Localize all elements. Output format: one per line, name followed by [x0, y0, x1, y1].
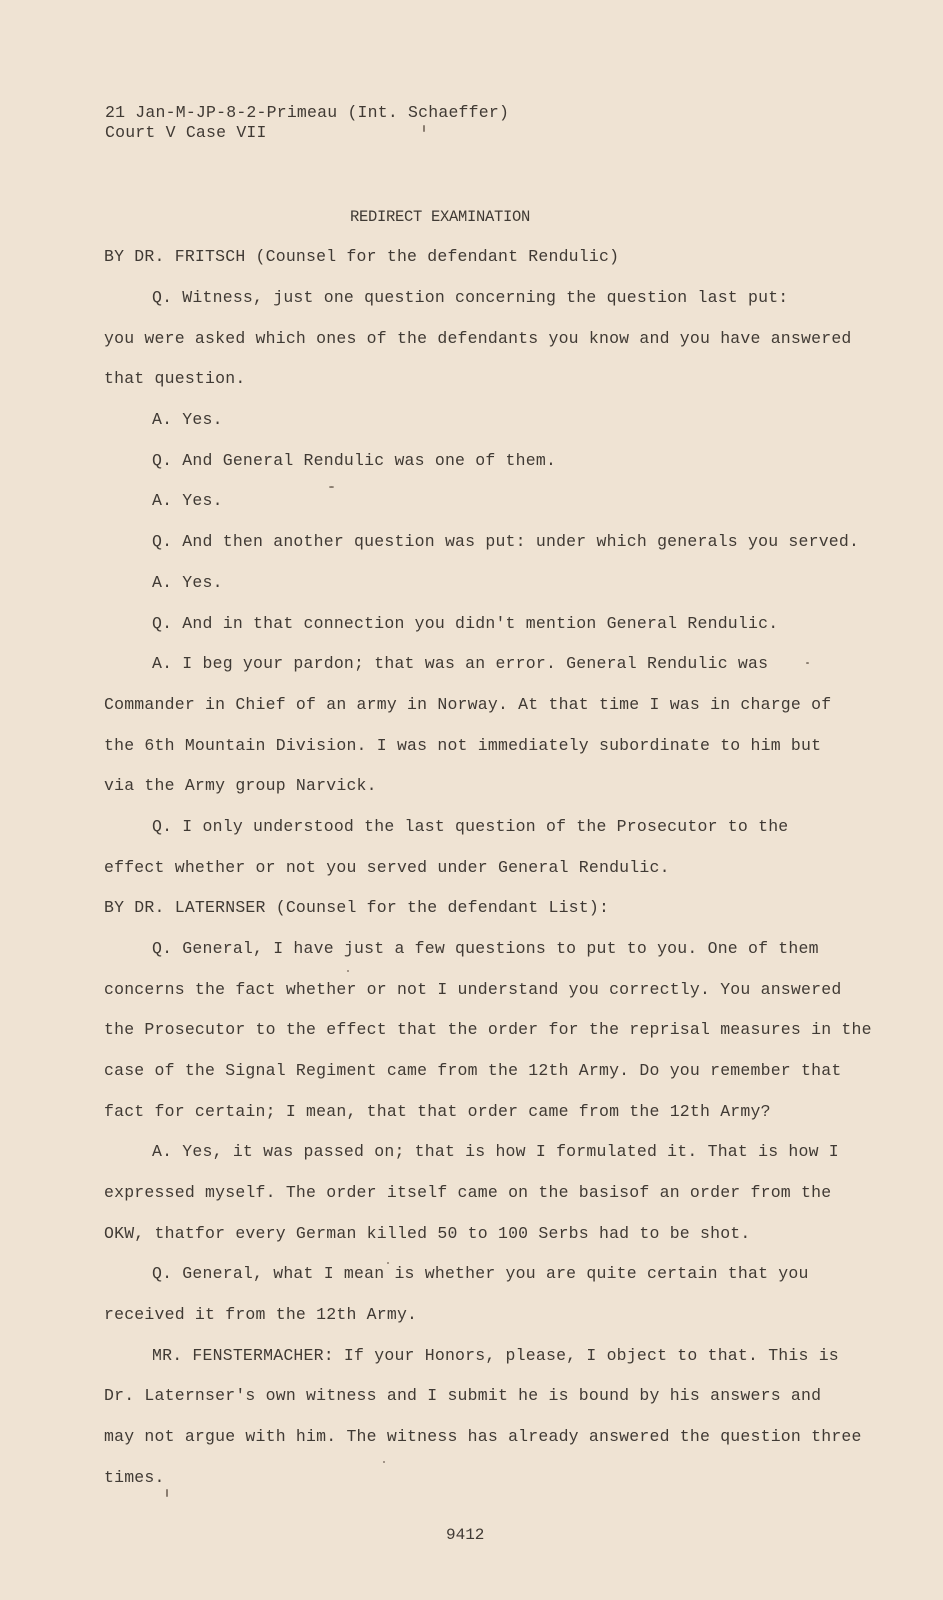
- transcript-line: Q. I only understood the last question of the Prosecutor to the: [152, 817, 789, 836]
- header-line-2: Court V Case VII: [105, 123, 267, 142]
- section-title: REDIRECT EXAMINATION: [350, 208, 531, 226]
- transcript-line: Q. And then another question was put: under which generals you served.: [152, 532, 860, 551]
- paper-speck: [347, 970, 349, 972]
- page-number: 9412: [446, 1526, 485, 1544]
- transcript-line: Q. Witness, just one question concerning the question last put:: [152, 288, 789, 307]
- paper-speck: [383, 1461, 385, 1463]
- paper-speck: [329, 486, 334, 488]
- speaker-line: BY DR. LATERNSER (Counsel for the defendant List):: [104, 898, 610, 917]
- transcript-line: received it from the 12th Army.: [104, 1305, 418, 1324]
- transcript-line: concerns the fact whether or not I understand you correctly. You answered: [104, 980, 842, 999]
- paper-speck: [387, 1262, 389, 1264]
- speaker-line: BY DR. FRITSCH (Counsel for the defendant Rendulic): [104, 247, 620, 266]
- header-line-1: 21 Jan-M-JP-8-2-Primeau (Int. Schaeffer): [105, 103, 510, 122]
- paper-speck: [806, 662, 809, 664]
- transcript-line: Q. And General Rendulic was one of them.: [152, 451, 557, 470]
- transcript-line: you were asked which ones of the defendants you know and you have answered: [104, 329, 852, 348]
- transcript-line: Dr. Laternser's own witness and I submit he is bound by his answers and: [104, 1386, 822, 1405]
- transcript-line: MR. FENSTERMACHER: If your Honors, please, I object to that. This is: [152, 1346, 839, 1365]
- transcript-line: expressed myself. The order itself came on the basisof an order from the: [104, 1183, 832, 1202]
- transcript-line: A. Yes.: [152, 410, 223, 429]
- paper-speck: [423, 125, 425, 132]
- transcript-line: A. I beg your pardon; that was an error. General Rendulic was: [152, 654, 769, 673]
- transcript-line: Q. General, what I mean is whether you are quite certain that you: [152, 1264, 809, 1283]
- transcript-line: case of the Signal Regiment came from the 12th Army. Do you remember that: [104, 1061, 842, 1080]
- transcript-line: may not argue with him. The witness has already answered the question three: [104, 1427, 862, 1446]
- transcript-line: A. Yes.: [152, 573, 223, 592]
- transcript-line: fact for certain; I mean, that that order came from the 12th Army?: [104, 1102, 771, 1121]
- transcript-line: Commander in Chief of an army in Norway. At that time I was in charge of: [104, 695, 832, 714]
- transcript-line: that question.: [104, 369, 246, 388]
- transcript-line: OKW, thatfor every German killed 50 to 100 Serbs had to be shot.: [104, 1224, 751, 1243]
- transcript-line: times.: [104, 1468, 165, 1487]
- transcript-line: Q. General, I have just a few questions to put to you. One of them: [152, 939, 819, 958]
- transcript-line: A. Yes, it was passed on; that is how I formulated it. That is how I: [152, 1142, 839, 1161]
- transcript-line: the 6th Mountain Division. I was not immediately subordinate to him but: [104, 736, 822, 755]
- transcript-line: via the Army group Narvick.: [104, 776, 377, 795]
- transcript-line: Q. And in that connection you didn't mention General Rendulic.: [152, 614, 779, 633]
- transcript-line: A. Yes.: [152, 491, 223, 510]
- transcript-line: effect whether or not you served under General Rendulic.: [104, 858, 670, 877]
- paper-speck: [166, 1489, 168, 1497]
- transcript-line: the Prosecutor to the effect that the order for the reprisal measures in the: [104, 1020, 872, 1039]
